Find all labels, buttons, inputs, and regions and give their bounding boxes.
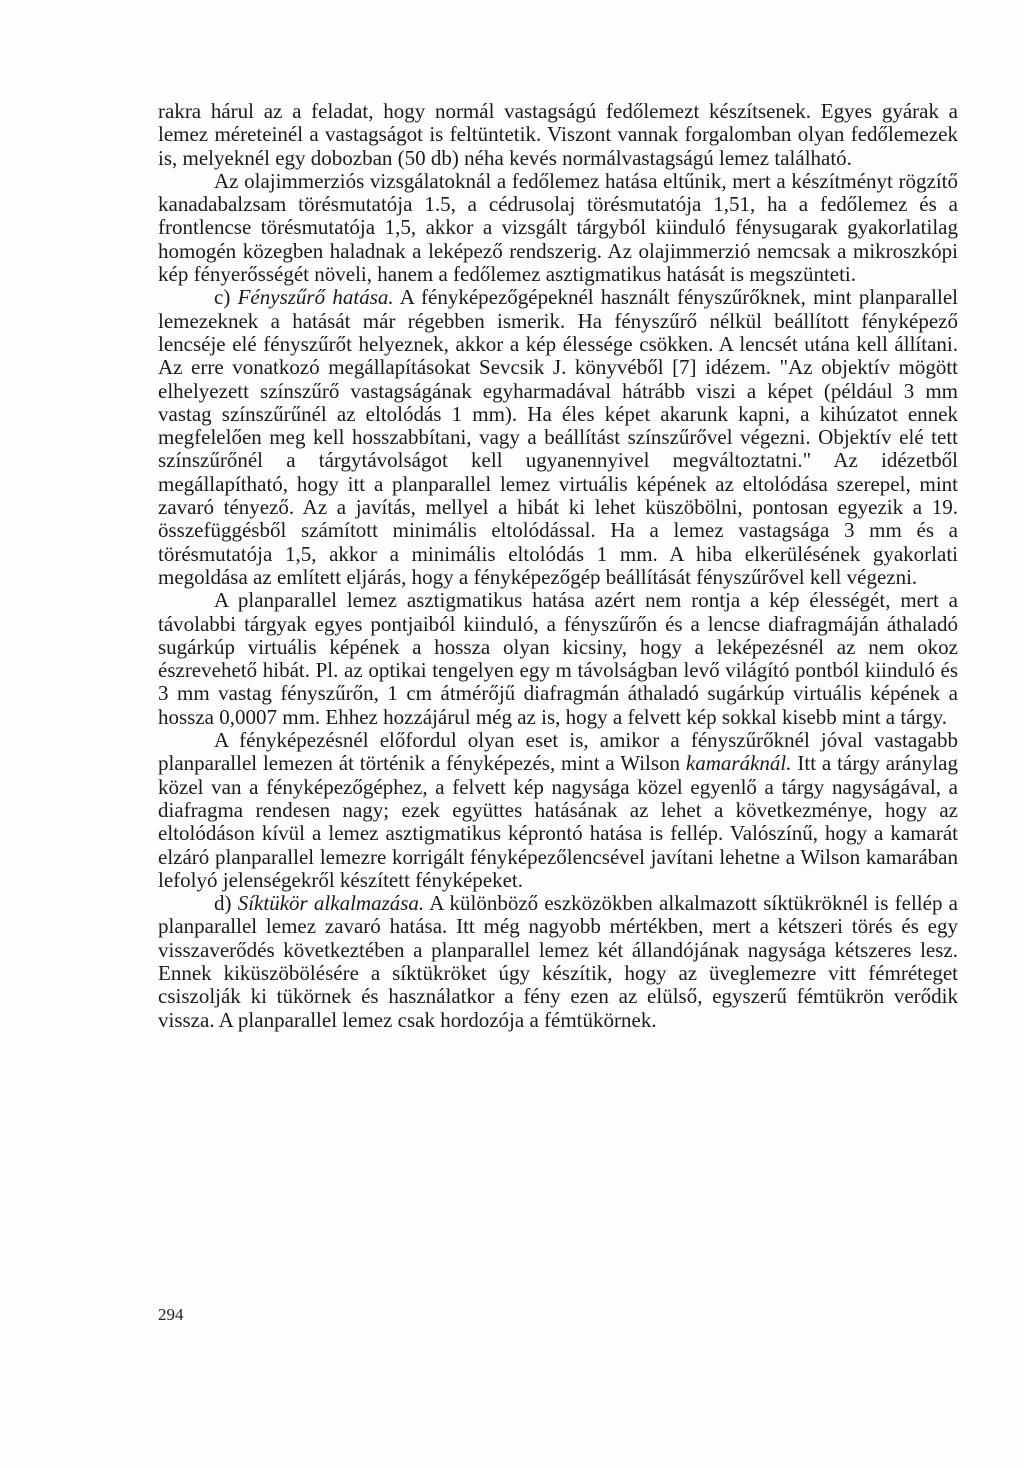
page-number: 294 bbox=[158, 1305, 184, 1324]
section-marker: d) bbox=[214, 891, 238, 916]
body-text bbox=[158, 100, 958, 1032]
paragraph-text: A különböző eszközökben alkalmazott síktükröknél is fellép a planparallel lemez zavaró hatása. Itt még nagyobb mértékben, mert a kétszeri törés és egy visszaverődés következtében a planparallel lemez két állandójának nagysága kétszeres lesz. Ennek kiküszöbölésére a síktükröket úgy készítik, hogy az üveglemezre vitt fémréteget csiszolják ki tükörnek és használatkor a fény ezen az elülső, egyszerű fémtükrön verődik vissza. A planparallel lemez csak hordozója a fémtükörnek. bbox=[158, 891, 958, 1032]
paragraph-text: A planparallel lemez asztigmatikus hatása azért nem rontja a kép élességét, mert a távolabbi tárgyak egyes pontjaiból kiinduló, a fényszűrőn és a lencse diafragmáján áthaladó sugárkúp virtuális képének a hossza olyan kicsiny, hogy a leképezésnél az nem okoz észrevehető hibát. Pl. az optikai tengelyen egy m távolságban levő világító pontból kiinduló és 3 mm vastag fényszűrőn, 1 cm átmérőjű diafragmán áthaladó sugárkúp virtuális képének a hossza 0,0007 mm. Ehhez hozzájárul még az is, hogy a felvett kép sokkal kisebb mint a tárgy. bbox=[158, 588, 958, 729]
paragraph-2 bbox=[158, 170, 958, 286]
paragraph-text-continued: Itt a tárgy aránylag közel van a fényképezőgéphez, a felvett kép nagysága közel egyenlő a tárgy nagyságával, a diafragma rendesen nagy; ezek együttes hatásának az lehet a következménye, hogy az eltolódáson kívül a lemez asztigmatikus képrontó hatása is fellép. Valószínű, hogy a kamarát elzáró planparallel lemezre korrigált fényképezőlencsével javítani lehetne a Wilson kamarában lefolyó jelenségekről készített fényképeket. bbox=[158, 751, 958, 892]
section-heading: Fényszűrő hatása. bbox=[237, 285, 394, 310]
section-marker: c) bbox=[214, 285, 238, 310]
section-heading: Síktükör alkalmazása. bbox=[237, 891, 425, 916]
paragraph-text: A fényképezésnél előfordul olyan eset is, amikor a fényszűrőknél jóval vastagabb planparallel lemezen át történik a fényképezés, mint a Wilson bbox=[158, 728, 958, 776]
italic-term: kamaráknál. bbox=[685, 751, 792, 776]
paragraph-3 bbox=[158, 286, 958, 589]
paragraph-text: rakra hárul az a feladat, hogy normál vastagságú fedőlemezt készítsenek. Egyes gyárak a lemez méreteinél a vastagságot is feltüntetik. Viszont vannak forgalomban olyan fedőlemezek is, melyeknél egy dobozban (50 db) néha kevés normálvastagságú lemez található. bbox=[158, 99, 958, 170]
paragraph-5 bbox=[158, 729, 958, 892]
paragraph-6 bbox=[158, 892, 958, 1032]
paragraph-text: Az olajimmerziós vizsgálatoknál a fedőlemez hatása eltűnik, mert a készítményt rögzítő kanadabalzsam törésmutatója 1.5, a cédrusolaj törésmutatója 1,51, ha a fedőlemez és a frontlencse törésmutatója 1,5, akkor a vizsgált tárgyból kiinduló fénysugarak gyakorlatilag homogén közegben haladnak a leképező rendszerig. Az olajimmerzió nemcsak a mikroszkópi kép fényerősségét növeli, hanem a fedőlemez asztigmatikus hatását is megszünteti. bbox=[158, 168, 958, 287]
paragraph-text: A fényképezőgépeknél használt fényszűrőknek, mint planparallel lemezeknek a hatását már régebben ismerik. Ha fényszűrő nélkül beállított fényképező lencséje elé fényszűrőt helyeznek, akkor a kép élessége csökken. A lencsét utána kell állítani. Az erre vonatkozó megállapításokat Sevcsik J. könyvéből [7] idézem. "Az objektív mögött elhelyezett színszűrő vastagságának egyharmadával hátrább viszi a képet (például 3 mm vastag színszűrűnél az eltolódás 1 mm). Ha éles képet akarunk kapni, a kihúzatot ennek megfelelően meg kell hosszabbítani, vagy a beállítást színszűrővel végezni. Objektív elé tett színszűrőnél a tárgytávolságot kell ugyanennyivel megváltoztatni." Az idézetből megállapítható, hogy itt a planparallel lemez virtuális képének az eltolódása szerepel, mint zavaró tényező. Az a javítás, mellyel a hibát ki lehet küszöbölni, pontosan egyezik a 19. összefüggésből számított minimális eltolódással. Ha a lemez vastagsága 3 mm és a törésmutatója 1,5, akkor a minimális eltolódás 1 mm. A hiba elkerülésének gyakorlati megoldása az említett eljárás, hogy a fényképezőgép beállítását fényszűrővel kell végezni. bbox=[158, 285, 958, 589]
paragraph-4 bbox=[158, 589, 958, 729]
paragraph-1 bbox=[158, 100, 958, 170]
